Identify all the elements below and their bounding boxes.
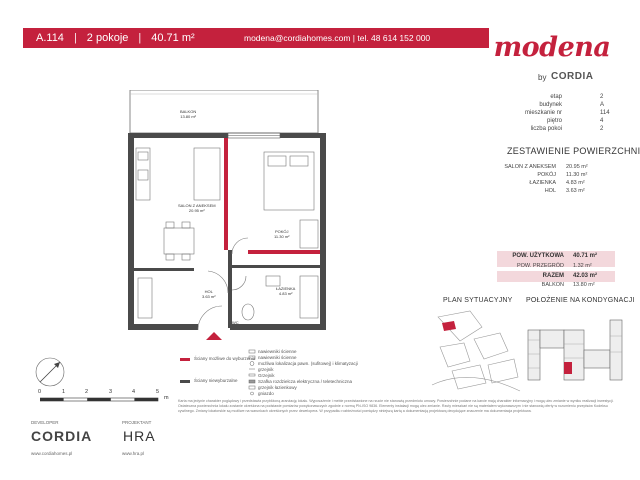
- washbasin: [266, 276, 280, 286]
- developer-url[interactable]: www.cordiahomes.pl: [31, 451, 73, 456]
- chair: [182, 254, 190, 260]
- summary-value: 3.63 m²: [566, 188, 585, 194]
- compass-icon: [30, 352, 70, 392]
- usable-area-label: POW. UŻYTKOWA: [512, 253, 564, 259]
- summary-label: HOL: [544, 188, 556, 194]
- unit-area: 40.71 m²: [151, 32, 195, 44]
- floor-wing: [610, 320, 622, 380]
- total-area-value: 42.03 m²: [573, 273, 598, 279]
- scale-tick: 3: [109, 389, 113, 395]
- wall-north: [280, 133, 326, 138]
- bed: [264, 152, 314, 210]
- designer-label: PROJEKTANT: [122, 420, 152, 425]
- scale-unit: m: [164, 395, 169, 401]
- floor-position-title: POŁOŻENIE NA KONDYGNACJI: [526, 297, 635, 304]
- stove: [138, 152, 148, 160]
- removable-wall: [248, 250, 320, 254]
- wall-east: [320, 133, 326, 330]
- pillow: [290, 156, 308, 166]
- wall-north: [128, 133, 228, 138]
- disclaimer-text: Karta ma jedynie charakter poglądowy i przedstawia przybliżoną aranżację lokalu. Wyposażenie i meble przedstawione na rzucie nie stanowią przedmiotu umowy. Powierzchnie podane na karcie mają charakter informacyjny i mogą ulec zmianie w wyniku realizacji inwestycji. Ostateczna powierzchnia lokalu zostanie określona na podstawie pomiarów powykonawczych zgodnie z normą PN-ISO 9836. Elementy instalacji mogą ulec zmianie. Rzuty mieszkań nie są materiałem wykonawczym i nie stanowią oferty w rozumieniu przepisów Kodeksu cywilnego. Zmiany lokatorskie są możliwe na warunkach określonych przez dewelopera. W przypadku rozbieżności pomiędzy niniejszą kartą a dokumentacją projektową decydujące znaczenie ma dokumentacja projektowa.: [178, 399, 614, 413]
- sink: [138, 170, 148, 180]
- partitions-label: POW. PRZEGRÓD: [516, 263, 564, 269]
- total-area-label: RAZEM: [542, 273, 564, 279]
- room-label-hall: HOL 3.63 m²: [202, 289, 216, 299]
- site-building: [474, 333, 508, 359]
- room-label-wc: WC: [232, 320, 239, 325]
- radiator-icon: [249, 374, 255, 376]
- summary-label: SALON Z ANEKSEM: [504, 164, 556, 170]
- cordia-logo: CORDIA: [551, 71, 594, 82]
- site-highlight: [442, 321, 456, 331]
- door-swing: [232, 276, 246, 290]
- scale-tick: 4: [132, 389, 136, 395]
- scale-tick: 1: [62, 389, 66, 395]
- removable-wall: [224, 138, 228, 250]
- scale-tick: 5: [156, 389, 160, 395]
- developer-label: DEVELOPER: [31, 420, 59, 425]
- balcony-value: 13.80 m²: [573, 282, 595, 288]
- site-building: [440, 343, 470, 367]
- scale-bar: [40, 395, 170, 405]
- hall-wardrobe: [138, 278, 152, 318]
- door-swing: [232, 238, 248, 254]
- site-building: [488, 359, 518, 383]
- wall-interior: [228, 250, 232, 328]
- chair: [166, 222, 174, 228]
- door-swing: [198, 306, 222, 330]
- summary-value: 4.83 m²: [566, 180, 585, 186]
- unit-number: A.114: [36, 32, 64, 44]
- sofa: [194, 148, 220, 200]
- legend-swatch-removable: [180, 358, 190, 361]
- room-label-balcony: BALKON 13.80 m²: [180, 109, 197, 119]
- room-label-living: SALON Z ANEKSEM 20.95 m²: [178, 203, 216, 213]
- wardrobe: [300, 220, 318, 248]
- floor-unit-highlight: [564, 362, 572, 374]
- designer-url[interactable]: www.hra.pl: [122, 451, 145, 456]
- wall-interior: [134, 268, 194, 271]
- balcony-label: BALKON: [541, 282, 564, 288]
- scale-tick: 2: [85, 389, 89, 395]
- legend-symbols: [248, 349, 257, 397]
- usable-area-value: 40.71 m²: [573, 253, 598, 259]
- separator: |: [73, 32, 77, 44]
- ceiling-outlet-icon: [250, 362, 254, 366]
- legend-swatch-structural: [180, 380, 190, 383]
- legend-label: Ściany możliwe do wyburzenia: [194, 356, 256, 361]
- separator: |: [138, 32, 142, 44]
- site-plan-title: PLAN SYTUACYJNY: [443, 297, 513, 304]
- developer-logo: CORDIA: [31, 428, 93, 444]
- summary-label: POKÓJ: [537, 172, 556, 178]
- room-count: 2 pokoje: [86, 32, 129, 44]
- designer-logo: HRA: [123, 428, 156, 444]
- wall-interior: [232, 265, 320, 268]
- floor-wing: [584, 350, 610, 368]
- summary-value: 20.95 m²: [566, 164, 588, 170]
- contact-info[interactable]: modena@cordiahomes.com | tel. 48 614 152 000: [244, 33, 431, 43]
- towel-radiator-icon: [249, 386, 255, 389]
- vent-icon: [249, 356, 255, 359]
- room-label-bedroom: POKÓJ 11.30 m²: [274, 229, 290, 239]
- floor-wing: [528, 330, 540, 380]
- area-summary-title: ZESTAWIENIE POWIERZCHNI: [507, 146, 640, 156]
- floor-wing: [540, 330, 564, 348]
- wall-west: [128, 133, 134, 330]
- summary-value: 11.30 m²: [566, 172, 588, 178]
- dining-table: [164, 228, 194, 254]
- summary-label: ŁAZIENKA: [529, 180, 556, 186]
- site-plan-drawing: [430, 307, 522, 393]
- pillow: [268, 156, 286, 166]
- room-label-bathroom: ŁAZIENKA 4.83 m²: [276, 286, 296, 296]
- partitions-value: 1.32 m²: [573, 263, 592, 269]
- vent-icon: [249, 350, 255, 353]
- socket-icon: [251, 392, 254, 395]
- site-building: [452, 365, 486, 389]
- scale-tick: 0: [38, 389, 42, 395]
- chair: [182, 222, 190, 228]
- toilet: [242, 304, 254, 320]
- wall-south: [128, 324, 198, 330]
- wall-south: [230, 324, 326, 330]
- bathtub: [300, 276, 318, 318]
- unit-summary: [36, 30, 195, 46]
- entrance-marker: [206, 332, 222, 340]
- floor-plan: [120, 90, 330, 340]
- logo-by: by: [538, 73, 547, 82]
- floor-position-drawing: [524, 310, 626, 386]
- electrical-box-icon: [249, 380, 255, 383]
- modena-logo: modena: [493, 32, 611, 63]
- balcony-outline: [130, 90, 318, 133]
- legend-label: Ściany niewyburzalne: [194, 378, 238, 383]
- chair: [166, 254, 174, 260]
